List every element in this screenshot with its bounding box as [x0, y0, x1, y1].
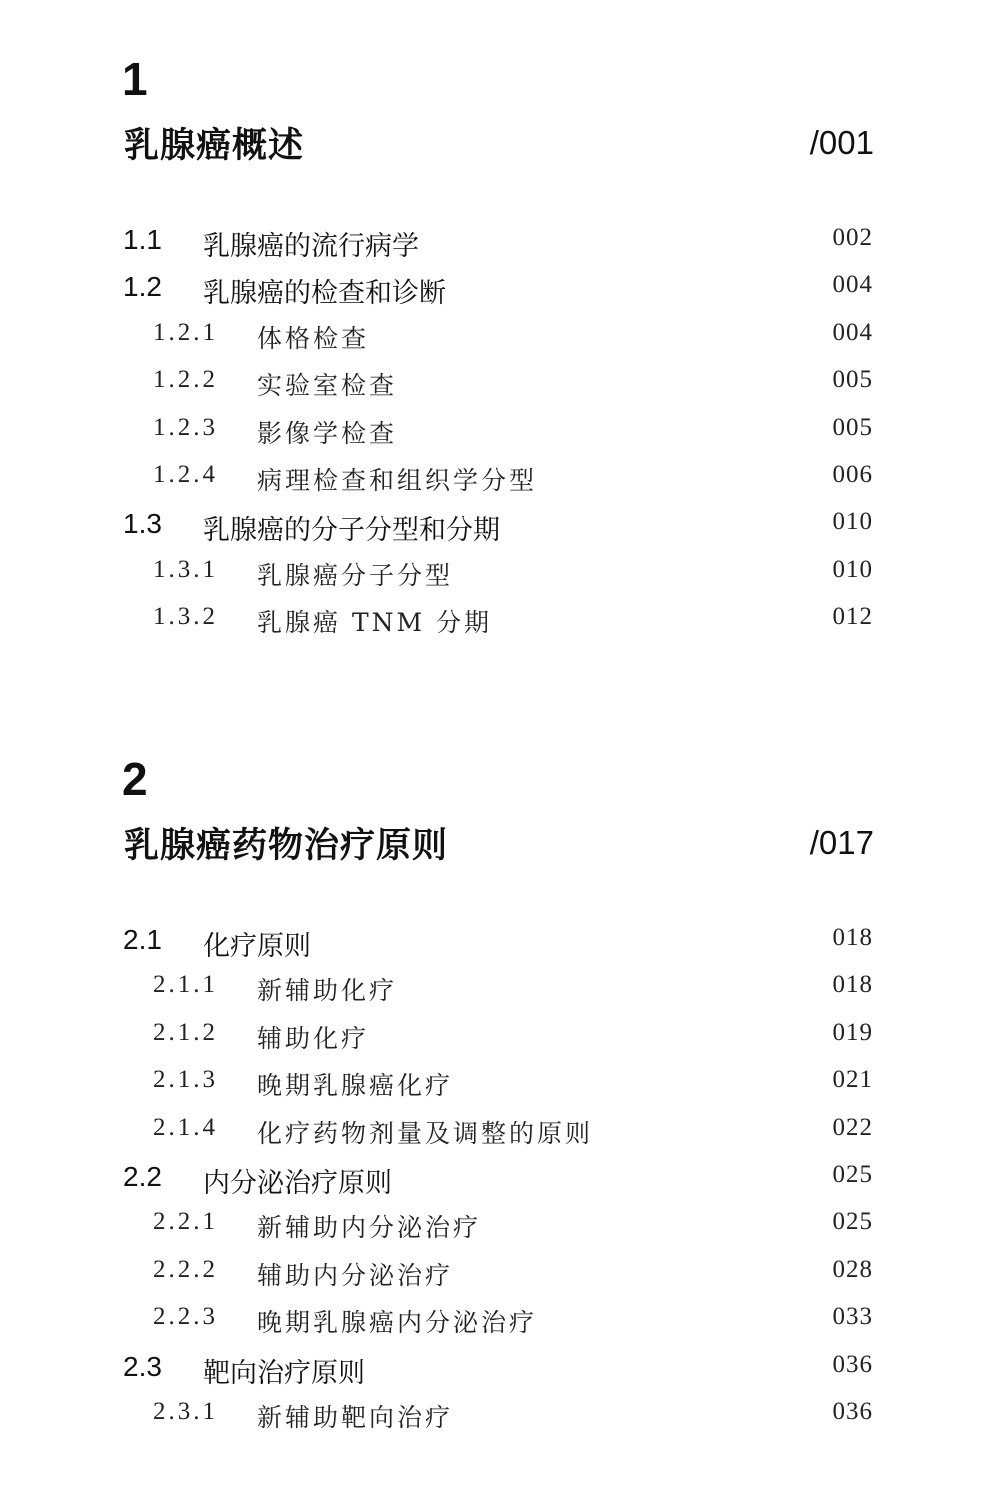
entry-number: 2.3.1	[153, 1398, 218, 1425]
entry-number: 1.2.4	[153, 461, 218, 488]
entry-page: 018	[832, 971, 873, 999]
toc-subsection[interactable]	[0, 414, 1000, 454]
entry-label: 病理检查和组织学分型	[257, 466, 538, 495]
entry-label: 新辅助化疗	[257, 976, 398, 1006]
toc-section[interactable]	[0, 508, 1000, 548]
entry-number: 2.2.1	[153, 1208, 218, 1236]
entry-page: 025	[832, 1208, 873, 1236]
entry-label: 内分泌治疗原则	[203, 1168, 392, 1199]
entry-label: 辅助化疗	[257, 1023, 370, 1053]
entry-page: 018	[832, 924, 873, 951]
toc-subsection[interactable]	[0, 971, 1000, 1011]
entry-label: 乳腺癌的分子分型和分期	[203, 515, 500, 547]
entry-number: 2.1.3	[153, 1066, 218, 1094]
toc-subsection[interactable]	[0, 319, 1000, 359]
entry-page: 004	[832, 271, 873, 299]
entry-page: 010	[832, 555, 873, 583]
entry-label: 晚期乳腺癌内分泌治疗	[257, 1308, 538, 1338]
entry-label: 乳腺癌的流行病学	[203, 231, 419, 262]
entry-page: 036	[832, 1398, 873, 1425]
entry-number: 2.1.2	[153, 1018, 218, 1046]
entry-label: 晚期乳腺癌化疗	[257, 1071, 454, 1101]
entry-number: 2.1.4	[153, 1113, 218, 1141]
entry-number: 2.1.1	[153, 971, 218, 999]
entry-page: 033	[832, 1303, 873, 1331]
toc-subsection[interactable]	[0, 603, 1000, 643]
entry-page: 028	[832, 1255, 873, 1283]
entry-number: 1.2	[123, 271, 162, 303]
toc-subsection[interactable]	[0, 461, 1000, 501]
chapter-number: 2	[122, 753, 148, 805]
chapter-page: /001	[809, 124, 874, 161]
entry-page: 022	[832, 1113, 873, 1141]
entry-label: 实验室检查	[257, 371, 398, 401]
entry-label: 体格检查	[257, 323, 370, 353]
entry-page: 036	[832, 1350, 873, 1378]
entry-number: 1.3	[123, 508, 162, 540]
toc-subsection[interactable]	[0, 1303, 1000, 1343]
entry-label: 化疗药物剂量及调整的原则	[257, 1118, 594, 1148]
chapter-number: 1	[122, 53, 148, 105]
entry-page: 002	[832, 224, 873, 251]
entry-page: 010	[832, 508, 873, 536]
toc-subsection[interactable]	[0, 1256, 1000, 1296]
entry-page: 021	[832, 1066, 873, 1094]
toc-section[interactable]	[0, 271, 1000, 311]
toc-section[interactable]	[0, 1351, 1000, 1391]
toc-section[interactable]	[0, 924, 1000, 964]
entry-label: 乳腺癌的检查和诊断	[203, 278, 446, 310]
entry-number: 2.2.3	[153, 1303, 218, 1331]
entry-page: 025	[832, 1161, 873, 1188]
entry-label: 靶向治疗原则	[203, 1357, 365, 1389]
toc-subsection[interactable]	[0, 1398, 1000, 1438]
entry-page: 005	[832, 413, 873, 441]
toc-section[interactable]	[0, 224, 1000, 264]
entry-page: 012	[832, 603, 873, 631]
entry-number: 1.3.2	[153, 603, 218, 631]
entry-page: 006	[832, 461, 873, 488]
entry-number: 2.2.2	[153, 1255, 218, 1283]
entry-number: 1.2.2	[153, 366, 218, 394]
entry-number: 2.3	[123, 1350, 162, 1382]
toc-subsection[interactable]	[0, 556, 1000, 596]
entry-label: 化疗原则	[203, 931, 311, 962]
entry-number: 2.1	[123, 924, 162, 955]
entry-page: 004	[832, 318, 873, 346]
entry-label: 辅助内分泌治疗	[257, 1260, 454, 1290]
chapter-title[interactable]: 乳腺癌药物治疗原则	[124, 826, 449, 866]
toc-subsection[interactable]	[0, 1066, 1000, 1106]
toc-subsection[interactable]	[0, 1208, 1000, 1248]
toc-subsection[interactable]	[0, 1019, 1000, 1059]
entry-number: 1.2.3	[153, 413, 218, 441]
chapter-page: /017	[809, 824, 874, 861]
toc-subsection[interactable]	[0, 1114, 1000, 1154]
entry-label: 影像学检查	[257, 418, 398, 448]
entry-label: 乳腺癌分子分型	[257, 560, 454, 590]
entry-page: 019	[832, 1018, 873, 1046]
entry-label: 乳腺癌 TNM 分期	[257, 608, 493, 638]
entry-label: 新辅助靶向治疗	[257, 1403, 454, 1432]
entry-number: 2.2	[123, 1161, 162, 1192]
entry-number: 1.1	[123, 224, 162, 255]
chapter-title[interactable]: 乳腺癌概述	[124, 126, 305, 166]
toc-section[interactable]	[0, 1161, 1000, 1201]
entry-number: 1.3.1	[153, 555, 218, 583]
entry-label: 新辅助内分泌治疗	[257, 1213, 482, 1243]
entry-page: 005	[832, 366, 873, 394]
entry-number: 1.2.1	[153, 318, 218, 346]
toc-subsection[interactable]	[0, 366, 1000, 406]
